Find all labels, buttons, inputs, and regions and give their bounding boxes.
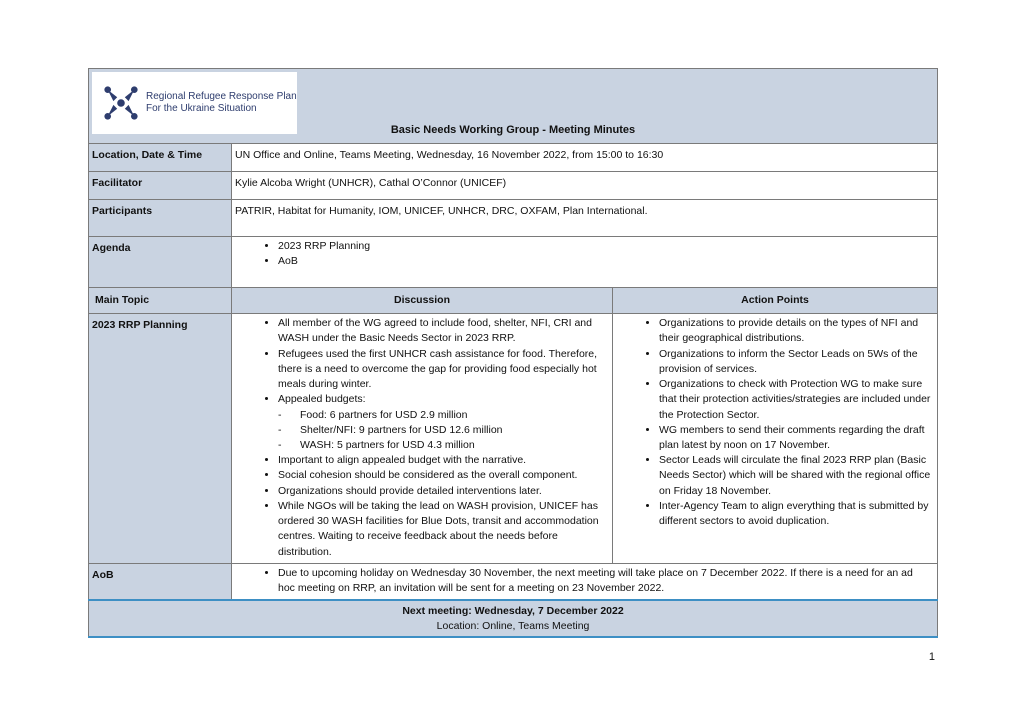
agenda-cell	[232, 237, 938, 288]
rrp-discussion-cell	[232, 314, 613, 564]
action-item: • Inter-Agency Team to align everything that is submitted by different sectors to avoid duplication.	[659, 499, 931, 529]
budget-item: - WASH: 5 partners for USD 4.3 million	[300, 438, 606, 453]
location-value: UN Office and Online, Teams Meeting, Wednesday, 16 November 2022, from 15:00 to 16:30	[232, 144, 938, 172]
next-meeting-row	[89, 600, 938, 636]
aob-topic: AoB	[89, 563, 232, 600]
location-label: Location, Date & Time	[89, 144, 232, 172]
budget-list	[278, 408, 606, 454]
header-row	[89, 69, 938, 144]
participants-value: PATRIR, Habitat for Humanity, IOM, UNICEF, UNHCR, DRC, OXFAM, Plan International.	[232, 200, 938, 237]
main-topic-header: Main Topic	[89, 288, 232, 314]
agenda-item: • AoB	[278, 254, 931, 269]
agenda-list	[232, 237, 937, 272]
column-header-row	[89, 288, 938, 314]
document-title: Basic Needs Working Group - Meeting Minutes	[390, 124, 636, 137]
budgets-label: Appealed budgets:	[278, 393, 366, 406]
aob-cell	[232, 563, 938, 600]
rrp-logo-icon	[102, 84, 140, 122]
logo-line-1: Regional Refugee Response Plan	[146, 90, 297, 102]
location-row	[89, 144, 938, 172]
discussion-item: • Social cohesion should be considered as the overall component.	[278, 468, 606, 483]
meeting-minutes-table	[88, 68, 938, 638]
rrp-topic: 2023 RRP Planning	[89, 314, 232, 564]
next-meeting-cell	[89, 600, 938, 636]
facilitator-value: Kylie Alcoba Wright (UNHCR), Cathal O’Connor (UNICEF)	[232, 172, 938, 200]
discussion-item: • All member of the WG agreed to include food, shelter, NFI, CRI and WASH under the Basic Needs Sector in 2023 RRP.	[278, 316, 606, 346]
participants-row	[89, 200, 938, 237]
page-number: 1	[928, 651, 935, 663]
next-meeting-title: Next meeting: Wednesday, 7 December 2022	[402, 605, 624, 618]
discussion-header: Discussion	[232, 288, 613, 314]
action-points-header: Action Points	[613, 288, 938, 314]
rrp-actions-cell	[613, 314, 938, 564]
discussion-item: • Organizations should provide detailed interventions later.	[278, 484, 606, 499]
aob-row	[89, 563, 938, 600]
header-cell	[89, 69, 938, 144]
discussion-list	[232, 314, 612, 563]
facilitator-label: Facilitator	[89, 172, 232, 200]
rrp-planning-row	[89, 314, 938, 564]
action-item: • Organizations to inform the Sector Leads on 5Ws of the provision of services.	[659, 347, 931, 377]
participants-label: Participants	[89, 200, 232, 237]
budget-item: - Shelter/NFI: 9 partners for USD 12.6 million	[300, 423, 606, 438]
action-points-list	[613, 314, 937, 532]
agenda-item: • 2023 RRP Planning	[278, 239, 931, 254]
facilitator-row	[89, 172, 938, 200]
discussion-item: • While NGOs will be taking the lead on WASH provision, UNICEF has ordered 30 WASH facilities for Blue Dots, transit and accommodation centres. Waiting to receive feedback about the needs before distribution.	[278, 499, 606, 560]
agenda-row	[89, 237, 938, 288]
action-item: • Organizations to provide details on the types of NFI and their geographical distributions.	[659, 316, 931, 346]
aob-item: • Due to upcoming holiday on Wednesday 30 November, the next meeting will take place on 7 December 2022. If there is a need for an ad hoc meeting on RRP, an invitation will be sent for a meeting on 23 November 2022.	[278, 566, 931, 596]
discussion-item: • Important to align appealed budget with the narrative.	[278, 453, 606, 468]
discussion-item	[278, 392, 606, 453]
logo-text	[146, 91, 297, 116]
logo-line-2: For the Ukraine Situation	[146, 103, 257, 114]
discussion-item: • Refugees used the first UNHCR cash assistance for food. Therefore, there is a need to overcome the gap for providing food especially hot meals during winter.	[278, 347, 606, 393]
action-item: • Sector Leads will circulate the final 2023 RRP plan (Basic Needs Sector) which will be shared with the regional office on Friday 18 November.	[659, 453, 931, 499]
action-item: • Organizations to check with Protection WG to make sure that their protection activities/strategies are included under the Protection Sector.	[659, 377, 931, 423]
next-meeting-location: Location: Online, Teams Meeting	[436, 620, 590, 633]
budget-item: - Food: 6 partners for USD 2.9 million	[300, 408, 606, 423]
aob-list	[232, 564, 937, 599]
agenda-label: Agenda	[89, 237, 232, 288]
action-item: • WG members to send their comments regarding the draft plan latest by noon on 17 November.	[659, 423, 931, 453]
